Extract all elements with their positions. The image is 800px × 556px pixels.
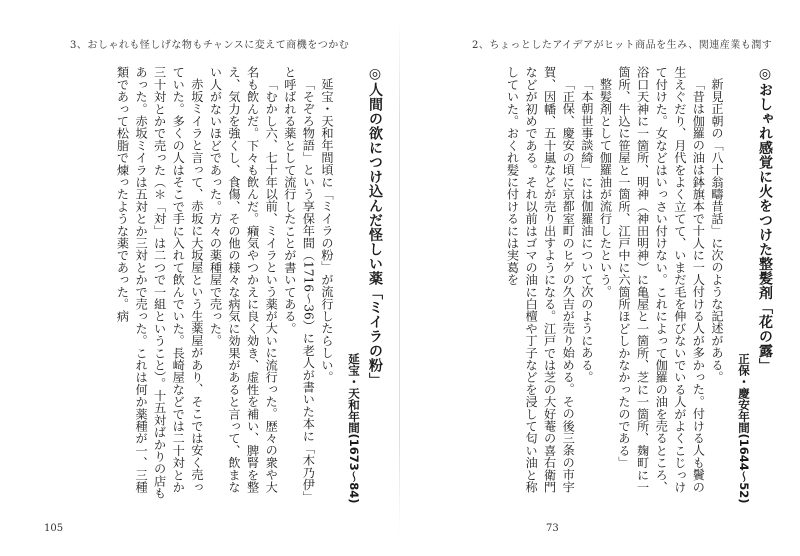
right-paragraph-5: 「正保、慶安の頃に京都室町のヒゲの久吉が売り始める。その後三条の市宇賀、因幡、五十嵐などが売り出すようになる。江戸では芝の大好菴の喜右衛門などが初めである。それ以前はゴマの油に白檀や丁子などを浸して匂い油と称していた。おくれ髪に付けるには実葛を <box>505 66 576 493</box>
right-era-line <box>734 72 754 504</box>
left-running-head: 3、おしゃれも怪しげな物もチャンスに変えて商機をつかむ <box>70 40 350 51</box>
right-paragraph-3: 整髪剤として伽羅油が流行したという。 <box>598 78 613 298</box>
left-era-line <box>344 72 364 504</box>
left-paragraph-3: 「むかし六、七十年以前、ミイラという薬が大いに流行った。歴々の衆や大名も飲んだ。下々も飲んだ。癪気やつかえに良く効き、虚性を補い、脾腎を整え、気力を強くし、食傷、その他の様々な病気に効果があると言って、飲まない人がないほどであった。方々の薬種屋で売った。 <box>208 66 279 493</box>
right-paragraph-1: 新見正朝の「八十翁疇昔話」に次のような記述がある。 <box>710 78 724 384</box>
right-section-heading-block <box>734 66 776 504</box>
left-section-heading: ◎人間の欲につけ込んだ怪しい薬「ミイラの粉」 <box>367 66 383 387</box>
left-paragraph-2: 「そぞろ物語」という享保年間（1716〜36）に老人が書いた本に「木乃伊」と呼ばれる薬として流行したことが書いてある。 <box>282 66 316 503</box>
right-page <box>400 0 800 556</box>
left-paragraph-4: 赤坂ミイラと言って、赤坂に大坂屋という生薬屋があり、そこでは安く売っていた。多くの人はそこで手に入れて飲んでいた。長崎屋などでは二十対とか三十対とかで売った（＊「対」は二つで一組ということ）。十五対ばかりの店もあった。赤坂ミイラは五対とか三対とかで売った。これは何か薬種が一、三種類であって松脂で煉ったような薬であった。病 <box>115 66 204 500</box>
right-section-heading: ◎おしゃれ感覚に火をつけた整髪剤「花の露」 <box>757 66 773 373</box>
left-page-body <box>22 66 386 504</box>
right-page-body <box>408 66 776 504</box>
right-paragraph-2: 「昔は伽羅の油は鉢旗本で十人に一人付ける人が多かった。付ける人も鬢の生えぐだり、月代をよく立てて、いまだ毛を伸びないでいる人がよくこじっけて付けた。女などはいっさい付けない。これによって伽羅の油を売るところ、浴口天神に一箇所、明神（神田明神）に亀屋と一箇所、芝に一箇所、麹町に一箇所、牛込に笹屋と一箇所、江戸中に六箇所ほどしかなかったのである」 <box>617 66 706 493</box>
right-running-head: 2、ちょっとしたアイデアがヒット商品を生み、関連産業も潤す <box>472 40 773 51</box>
left-page-number: 105 <box>44 523 64 534</box>
right-page-number: 73 <box>546 523 559 534</box>
right-era-years: (1644〜52) <box>737 433 751 504</box>
left-era-label: 延宝・天和年間 <box>347 353 361 434</box>
right-era-label: 正保・慶安年間 <box>737 353 751 434</box>
right-paragraph-4: 「本朝世事談綺」には伽羅油について次のようにある。 <box>579 78 594 384</box>
left-section-heading-block <box>344 66 386 504</box>
left-paragraph-1: 延宝・天和年間頃に「ミイラの粉」が流行したらしい。 <box>320 78 334 384</box>
left-era-years: (1673〜84) <box>347 433 361 504</box>
